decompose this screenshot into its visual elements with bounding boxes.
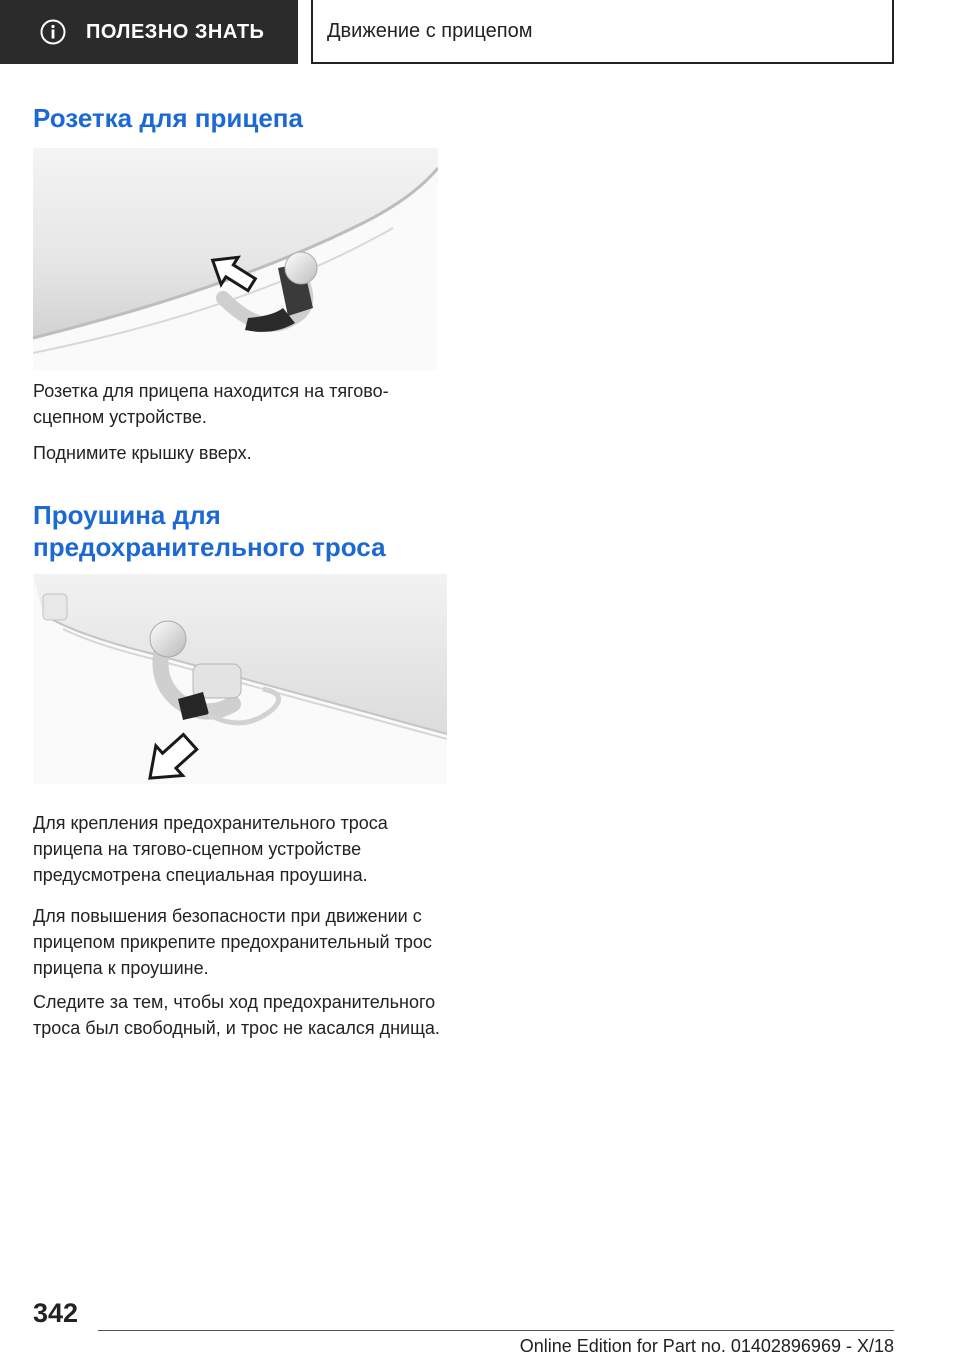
- footer-edition: Online Edition for Part no. 01402896969 - X/18: [519, 1336, 894, 1356]
- chapter-title: Движение с прицепом: [327, 19, 533, 42]
- chapter-header: [311, 0, 894, 64]
- trailer-socket-illustration: [33, 148, 438, 370]
- footer-divider: [98, 1330, 894, 1331]
- paragraph: Розетка для прицепа находится на тягово-сцепном устройстве.: [33, 381, 389, 427]
- page-number: 342: [33, 1298, 79, 1328]
- paragraph: Следите за тем, чтобы ход предохранительного троса был свободный, и трос не касался днища.: [33, 992, 440, 1038]
- paragraph: Для крепления предохранительного троса прицепа на тягово-сцепном устройстве предусмотрена специальная проушина.: [33, 813, 388, 885]
- section-tab-label: ПОЛЕЗНО ЗНАТЬ: [86, 20, 265, 43]
- safety-cable-eye-illustration: [33, 574, 447, 784]
- section-title-trailer-socket: Розетка для прицепа: [33, 103, 303, 133]
- paragraph: Для повышения безопасности при движении с прицепом прикрепите предохранительный трос прицепа к проушине.: [33, 906, 432, 978]
- paragraph: Поднимите крышку вверх.: [33, 443, 252, 463]
- section-tab: [0, 0, 298, 64]
- info-icon: [40, 19, 66, 45]
- section-title-safety-cable-eye: Проушина для предохранительного троса: [33, 500, 386, 562]
